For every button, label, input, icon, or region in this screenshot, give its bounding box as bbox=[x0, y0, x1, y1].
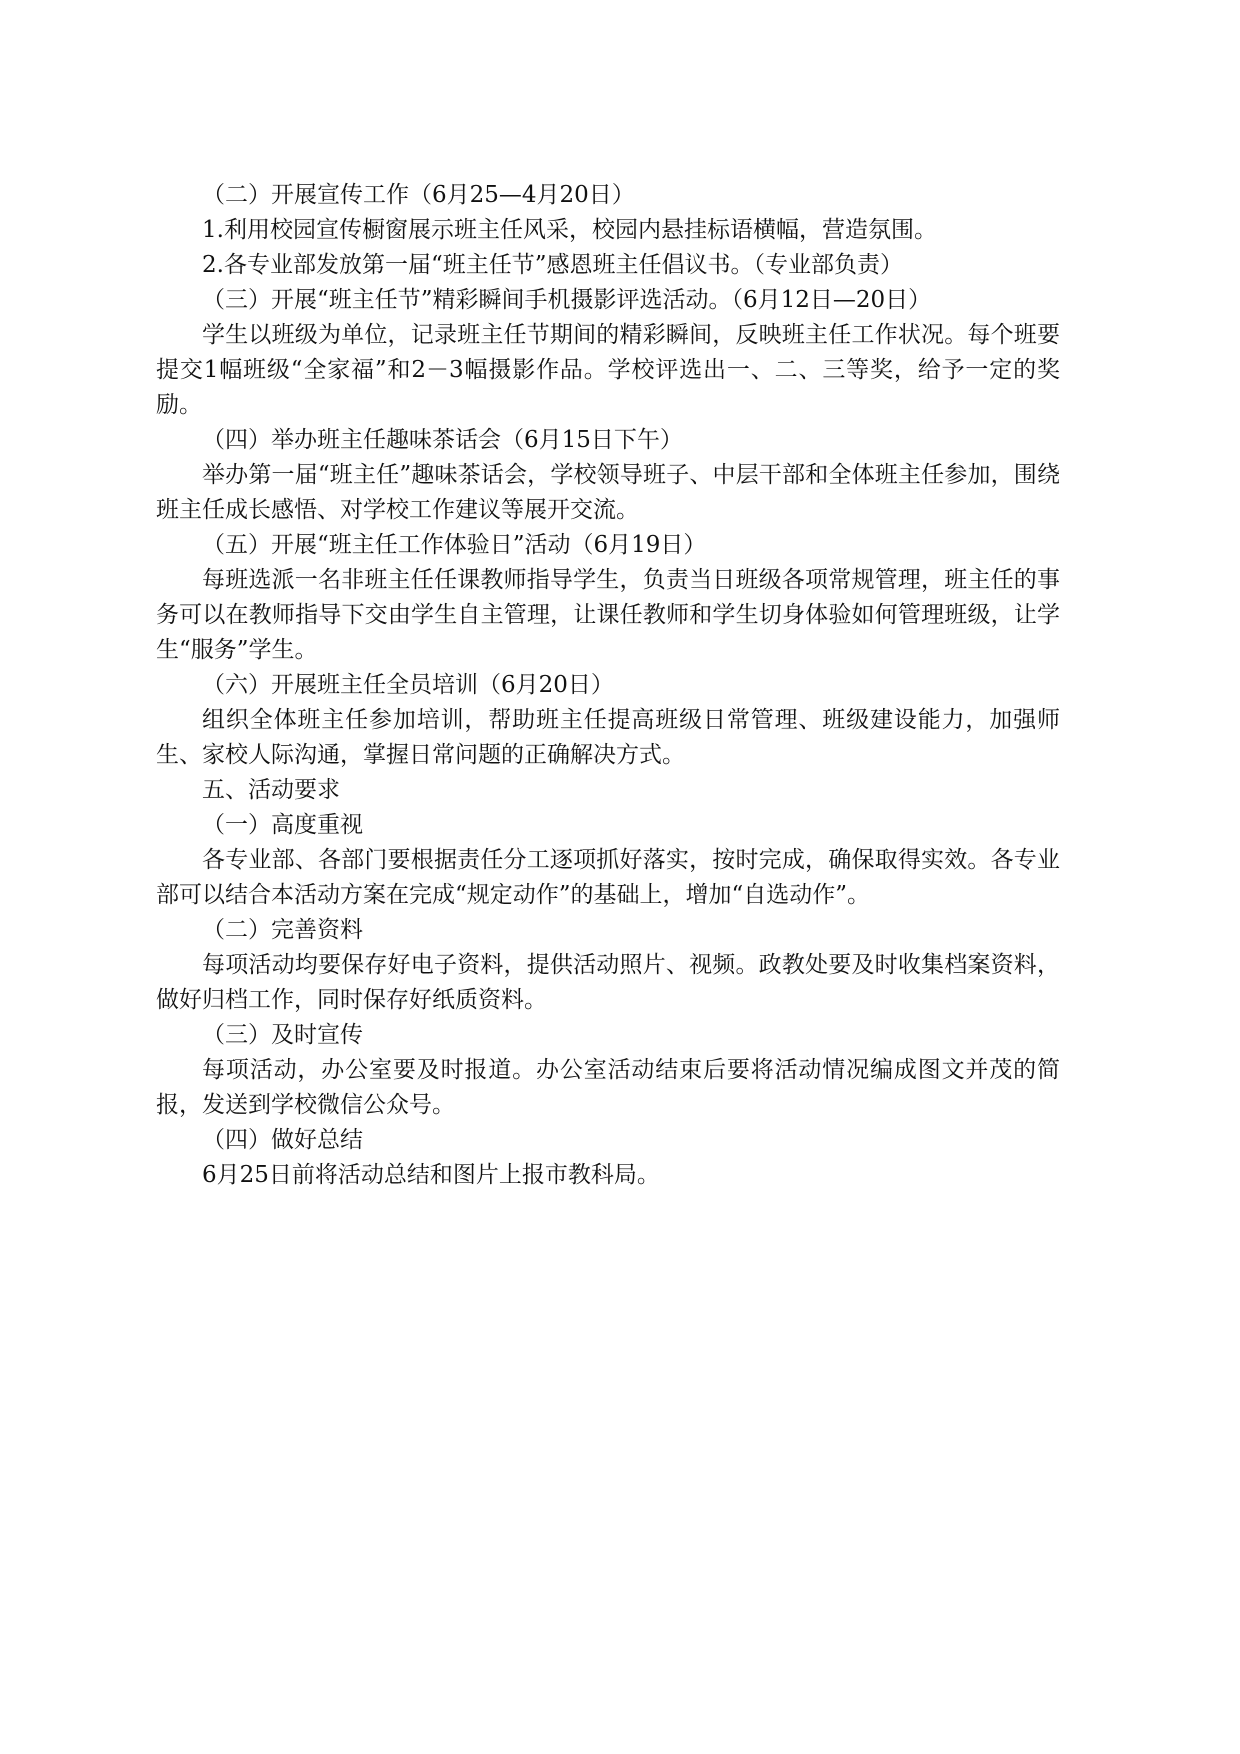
section-heading: （四）做好总结 bbox=[202, 1127, 363, 1153]
body-paragraph: 各专业部、各部门要根据责任分工逐项抓好落实，按时完成，确保取得实效。各专业部可以结合本活动方案在完成“规定动作”的基础上，增加“自选动作”。 bbox=[156, 847, 1060, 908]
body-paragraph: 每项活动均要保存好电子资料，提供活动照片、视频。政教处要及时收集档案资料，做好归档工作，同时保存好纸质资料。 bbox=[156, 952, 1060, 1013]
section-heading: （三）及时宣传 bbox=[202, 1022, 363, 1048]
section-heading: （六）开展班主任全员培训（6月20日） bbox=[202, 672, 614, 698]
section-heading: （四）举办班主任趣味茶话会（6月15日下午） bbox=[202, 427, 683, 453]
document-body bbox=[156, 178, 1060, 1193]
chapter-heading: 五、活动要求 bbox=[202, 777, 340, 803]
section-heading: （二）完善资料 bbox=[202, 917, 363, 943]
body-paragraph: 举办第一届“班主任”趣味茶话会，学校领导班子、中层干部和全体班主任参加，围绕班主任成长感悟、对学校工作建议等展开交流。 bbox=[156, 462, 1060, 523]
body-paragraph: 2.各专业部发放第一届“班主任节”感恩班主任倡议书。（专业部负责） bbox=[202, 252, 903, 278]
body-paragraph: 1.利用校园宣传橱窗展示班主任风采，校园内悬挂标语横幅，营造氛围。 bbox=[202, 217, 937, 243]
section-heading: （二）开展宣传工作（6月25—4月20日） bbox=[202, 182, 635, 208]
section-heading: （三）开展“班主任节”精彩瞬间手机摄影评选活动。（6月12日—20日） bbox=[202, 287, 932, 313]
body-paragraph: 每班选派一名非班主任任课教师指导学生，负责当日班级各项常规管理，班主任的事务可以在教师指导下交由学生自主管理，让课任教师和学生切身体验如何管理班级，让学生“服务”学生。 bbox=[156, 567, 1060, 663]
body-paragraph: 学生以班级为单位，记录班主任节期间的精彩瞬间，反映班主任工作状况。每个班要提交1幅班级“全家福”和2－3幅摄影作品。学校评选出一、二、三等奖，给予一定的奖励。 bbox=[156, 322, 1060, 418]
section-heading: （一）高度重视 bbox=[202, 812, 363, 838]
body-paragraph: 6月25日前将活动总结和图片上报市教科局。 bbox=[202, 1162, 660, 1188]
body-paragraph: 每项活动，办公室要及时报道。办公室活动结束后要将活动情况编成图文并茂的简报，发送到学校微信公众号。 bbox=[156, 1057, 1060, 1118]
section-heading: （五）开展“班主任工作体验日”活动（6月19日） bbox=[202, 532, 707, 558]
body-paragraph: 组织全体班主任参加培训，帮助班主任提高班级日常管理、班级建设能力，加强师生、家校人际沟通，掌握日常问题的正确解决方式。 bbox=[156, 707, 1060, 768]
